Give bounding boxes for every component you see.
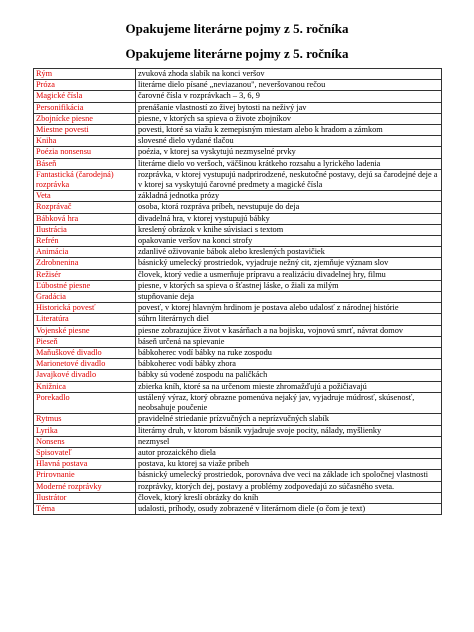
term-cell: Báseň xyxy=(34,158,136,169)
definition-cell: osoba, ktorá rozpráva príbeh, nevstupuje do deja xyxy=(136,202,442,213)
definition-cell: pravidelné striedanie prízvučných a neprízvučných slabík xyxy=(136,414,442,425)
definition-cell: stupňovanie deja xyxy=(136,292,442,303)
definition-cell: postava, ku ktorej sa viaže príbeh xyxy=(136,459,442,470)
table-row xyxy=(34,202,442,213)
table-row xyxy=(34,336,442,347)
definition-cell: opakovanie veršov na konci strofy xyxy=(136,236,442,247)
term-cell: Veta xyxy=(34,191,136,202)
table-row xyxy=(34,348,442,359)
term-cell: Vojenské piesne xyxy=(34,325,136,336)
term-cell: Zdrobnenina xyxy=(34,258,136,269)
table-row xyxy=(34,280,442,291)
table-row xyxy=(34,303,442,314)
term-cell: Zbojnícke piesne xyxy=(34,113,136,124)
table-row xyxy=(34,69,442,80)
table-row xyxy=(34,102,442,113)
term-cell: Prirovnanie xyxy=(34,470,136,481)
term-cell: Kniha xyxy=(34,136,136,147)
term-cell: Poézia nonsensu xyxy=(34,147,136,158)
definition-cell: zvuková zhoda slabík na konci veršov xyxy=(136,69,442,80)
table-row xyxy=(34,191,442,202)
definition-cell: rozprávka, v ktorej vystupujú nadprirodzené, neskutočné postavy, dejú sa čarodejné deje a v ktorej sa vyskytujú čarovné predmety a magické čísla xyxy=(136,169,442,190)
definition-cell: literárne dielo písané „neviazanou", neveršovanou rečou xyxy=(136,80,442,91)
table-row xyxy=(34,425,442,436)
term-cell: Próza xyxy=(34,80,136,91)
definition-cell: povesť, v ktorej hlavným hrdinom je postava alebo udalosť z národnej histórie xyxy=(136,303,442,314)
term-cell: Literatúra xyxy=(34,314,136,325)
term-cell: Ilustrácia xyxy=(34,224,136,235)
definition-cell: autor prozaického diela xyxy=(136,447,442,458)
term-cell: Magické čísla xyxy=(34,91,136,102)
table-row xyxy=(34,213,442,224)
term-cell: Historická povesť xyxy=(34,303,136,314)
term-cell: Lyrika xyxy=(34,425,136,436)
table-row xyxy=(34,125,442,136)
table-row xyxy=(34,492,442,503)
table-row xyxy=(34,136,442,147)
term-cell: Téma xyxy=(34,503,136,514)
definition-cell: bábkoherec vodí bábky zhora xyxy=(136,359,442,370)
definition-cell: literárny druh, v ktorom básnik vyjadruje svoje pocity, nálady, myšlienky xyxy=(136,425,442,436)
table-row xyxy=(34,269,442,280)
term-cell: Rytmus xyxy=(34,414,136,425)
term-cell: Personifikácia xyxy=(34,102,136,113)
term-cell: Režisér xyxy=(34,269,136,280)
document-title-repeat: Opakujeme literárne pojmy z 5. ročníka xyxy=(125,46,349,61)
table-row xyxy=(34,503,442,514)
term-cell: Miestne povesti xyxy=(34,125,136,136)
term-cell: Maňuškové divadlo xyxy=(34,348,136,359)
definition-cell: človek, ktorý vedie a usmerňuje prípravu a realizáciu divadelnej hry, filmu xyxy=(136,269,442,280)
table-row xyxy=(34,414,442,425)
table-row xyxy=(34,247,442,258)
term-cell: Marionetové divadlo xyxy=(34,359,136,370)
definition-cell: ustálený výraz, ktorý obrazne pomenúva nejaký jav, vyjadruje múdrosť, skúsenosť, neobsahuje poučenie xyxy=(136,392,442,413)
definition-cell: zdanlivé oživovanie bábok alebo kreslených postavičiek xyxy=(136,247,442,258)
definition-cell: človek, ktorý kreslí obrázky do kníh xyxy=(136,492,442,503)
table-row xyxy=(34,236,442,247)
definition-cell: základná jednotka prózy xyxy=(136,191,442,202)
term-cell: Knižnica xyxy=(34,381,136,392)
table-row xyxy=(34,258,442,269)
term-cell: Refrén xyxy=(34,236,136,247)
definition-cell: piesne, v ktorých sa spieva o živote zbojníkov xyxy=(136,113,442,124)
term-cell: Hlavná postava xyxy=(34,459,136,470)
table-row xyxy=(34,147,442,158)
table-row xyxy=(34,392,442,413)
term-cell: Rým xyxy=(34,69,136,80)
term-cell: Spisovateľ xyxy=(34,447,136,458)
definition-cell: piesne, v ktorých sa spieva o šťastnej láske, o žiali za milým xyxy=(136,280,442,291)
definition-cell: poézia, v ktorej sa vyskytujú nezmyselné prvky xyxy=(136,147,442,158)
definition-cell: čarovné čísla v rozprávkach – 3, 6, 9 xyxy=(136,91,442,102)
term-cell: Moderné rozprávky xyxy=(34,481,136,492)
term-cell: Fantastická (čarodejná) rozprávka xyxy=(34,169,136,190)
table-row xyxy=(34,447,442,458)
term-cell: Gradácia xyxy=(34,292,136,303)
table-row xyxy=(34,91,442,102)
term-cell: Nonsens xyxy=(34,436,136,447)
definition-cell: divadelná hra, v ktorej vystupujú bábky xyxy=(136,213,442,224)
table-row xyxy=(34,292,442,303)
table-row xyxy=(34,325,442,336)
table-row xyxy=(34,436,442,447)
term-cell: Rozprávač xyxy=(34,202,136,213)
table-row xyxy=(34,381,442,392)
table-row xyxy=(34,359,442,370)
term-cell: Pieseň xyxy=(34,336,136,347)
term-cell: Ilustrátor xyxy=(34,492,136,503)
definition-cell: bábky sú vodené zospodu na paličkách xyxy=(136,370,442,381)
definition-cell: nezmysel xyxy=(136,436,442,447)
term-cell: Ľúbostné piesne xyxy=(34,280,136,291)
definition-cell: bábkoherec vodí bábky na ruke zospodu xyxy=(136,348,442,359)
definition-cell: prenášanie vlastností zo živej bytosti na neživý jav xyxy=(136,102,442,113)
term-cell: Porekadlo xyxy=(34,392,136,413)
table-row xyxy=(34,80,442,91)
term-cell: Javajkové divadlo xyxy=(34,370,136,381)
definition-cell: slovesné dielo vydané tlačou xyxy=(136,136,442,147)
table-row xyxy=(34,113,442,124)
definition-cell: báseň určená na spievanie xyxy=(136,336,442,347)
table-row xyxy=(34,470,442,481)
table-row xyxy=(34,224,442,235)
definition-cell: kreslený obrázok v knihe súvisiaci s textom xyxy=(136,224,442,235)
document-title: Opakujeme literárne pojmy z 5. ročníka xyxy=(125,21,349,36)
table-row xyxy=(34,481,442,492)
definition-cell: zbierka kníh, ktoré sa na určenom mieste zhromažďujú a požičiavajú xyxy=(136,381,442,392)
term-cell: Animácia xyxy=(34,247,136,258)
table-row xyxy=(34,370,442,381)
definition-cell: piesne zobrazujúce život v kasárňach a na bojisku, vojnovú smrť, návrat domov xyxy=(136,325,442,336)
definition-cell: literárne dielo vo veršoch, väčšinou krátkeho rozsahu a lyrického ladenia xyxy=(136,158,442,169)
definition-cell: básnický umelecký prostriedok, porovnáva dve veci na základe ich spoločnej vlastnosti xyxy=(136,470,442,481)
table-row xyxy=(34,314,442,325)
table-row xyxy=(34,158,442,169)
definition-cell: udalosti, príhody, osudy zobrazené v literárnom diele (o čom je text) xyxy=(136,503,442,514)
definition-cell: básnický umelecký prostriedok, vyjadruje nežný cit, zjemňuje význam slov xyxy=(136,258,442,269)
literary-terms-table xyxy=(33,68,442,515)
definition-cell: povesti, ktoré sa viažu k zemepisným miestam alebo k hradom a zámkom xyxy=(136,125,442,136)
term-cell: Bábková hra xyxy=(34,213,136,224)
table-row xyxy=(34,459,442,470)
definition-cell: súhrn literárnych diel xyxy=(136,314,442,325)
table-row xyxy=(34,169,442,190)
definition-cell: rozprávky, ktorých dej, postavy a problémy zodpovedajú zo súčasného sveta. xyxy=(136,481,442,492)
